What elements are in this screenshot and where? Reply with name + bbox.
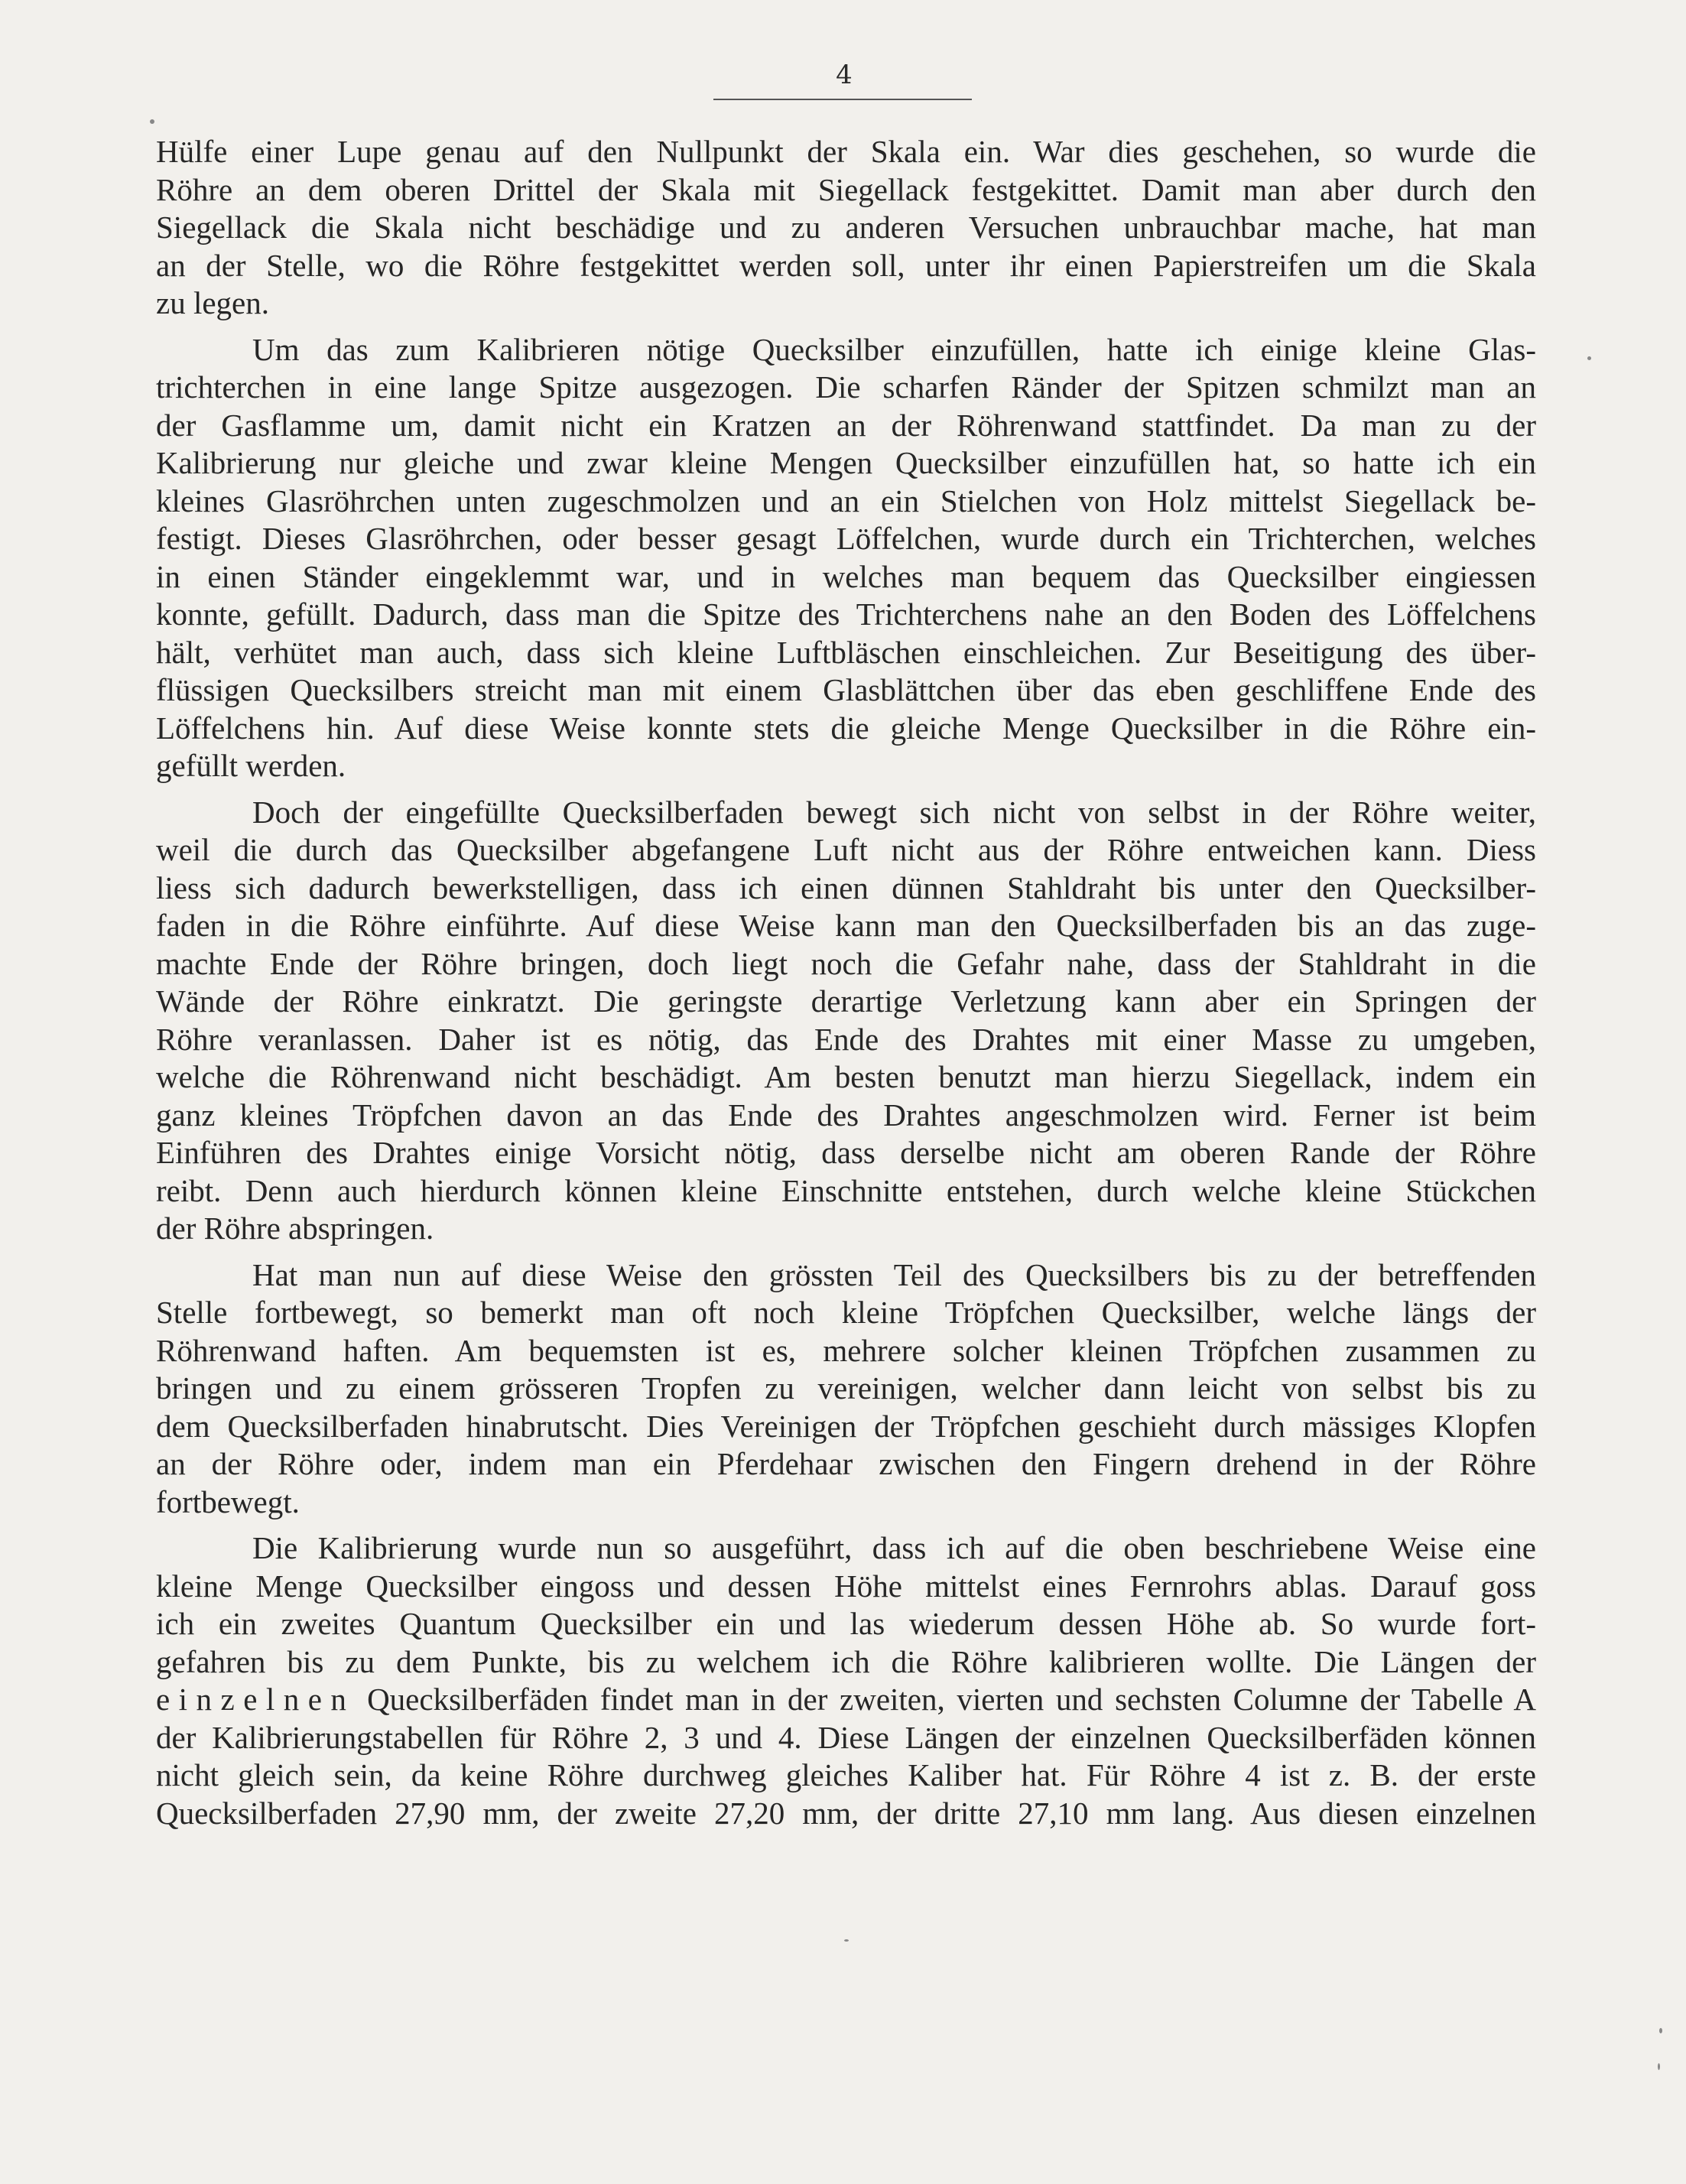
text-line: festigt. Dieses Glasröhrchen, oder besser gesagt Löffelchen, wurde durch ein Trichterchen, welches bbox=[156, 521, 1536, 556]
text-line-rest: Quecksilberfäden findet man in der zweiten, vierten und sechsten Columne der Tabelle A bbox=[355, 1682, 1536, 1717]
text-line: bringen und zu einem grösseren Tropfen zu vereinigen, welcher dann leicht von selbst bis zu bbox=[156, 1370, 1536, 1406]
text-line: Hülfe einer Lupe genau auf den Nullpunkt der Skala ein. War dies geschehen, so wurde die bbox=[156, 134, 1536, 169]
text-line: gefahren bis zu dem Punkte, bis zu welchem ich die Röhre kalibrieren wollte. Die Längen der bbox=[156, 1643, 1536, 1679]
text-line: Kalibrierung nur gleiche und zwar kleine Mengen Quecksilber einzufüllen hat, so hatte ich ein bbox=[156, 445, 1536, 480]
text-line: zu legen. bbox=[156, 285, 269, 320]
text-line: fortbewegt. bbox=[156, 1484, 300, 1519]
text-line: Siegellack die Skala nicht beschädige und zu anderen Versuchen unbrauchbar mache, hat man bbox=[156, 210, 1536, 245]
text-line: konnte, gefüllt. Dadurch, dass man die Spitze des Trichterchens nahe an den Boden des Löffelchens bbox=[156, 596, 1536, 632]
text-line: flüssigen Quecksilbers streicht man mit einem Glasblättchen über das eben geschliffene Ende des bbox=[156, 672, 1536, 707]
paragraph-3 bbox=[156, 794, 1536, 1248]
text-line: Einführen des Drahtes einige Vorsicht nötig, dass derselbe nicht am oberen Rande der Röhre bbox=[156, 1135, 1536, 1170]
text-line: der Röhre abspringen. bbox=[156, 1211, 434, 1246]
text-line: Röhre an dem oberen Drittel der Skala mit Siegellack festgekittet. Damit man aber durch den bbox=[156, 171, 1536, 207]
paragraph-5 bbox=[156, 1529, 1536, 1832]
text-line: ganz kleines Tröpfchen davon an das Ende des Drahtes angeschmolzen wird. Ferner ist beim bbox=[156, 1097, 1536, 1133]
paragraph-1 bbox=[156, 133, 1536, 323]
text-line: Stelle fortbewegt, so bemerkt man oft noch kleine Tröpfchen Quecksilber, welche längs der bbox=[156, 1295, 1536, 1330]
scan-speck bbox=[844, 1939, 849, 1942]
text-line: trichterchen in eine lange Spitze ausgezogen. Die scharfen Ränder der Spitzen schmilzt man an bbox=[156, 369, 1536, 405]
text-line: reibt. Denn auch hierdurch können kleine Einschnitte entstehen, durch welche kleine Stückchen bbox=[156, 1172, 1536, 1208]
text-line: nicht gleich sein, da keine Röhre durchweg gleiches Kaliber hat. Für Röhre 4 ist z. B. der erste bbox=[156, 1757, 1536, 1792]
scan-speck bbox=[1659, 2028, 1662, 2033]
text-line: ich ein zweites Quantum Quecksilber ein und las wiederum dessen Höhe ab. So wurde fort- bbox=[156, 1606, 1536, 1641]
text-line: hält, verhütet man auch, dass sich kleine Luftbläschen einschleichen. Zur Beseitigung des über- bbox=[156, 634, 1536, 670]
text-line: faden in die Röhre einführte. Auf diese Weise kann man den Quecksilberfaden bis an das zuge- bbox=[156, 908, 1536, 943]
text-line: dem Quecksilberfaden hinabrutscht. Dies Vereinigen der Tröpfchen geschieht durch mässiges Klopfen bbox=[156, 1408, 1536, 1444]
text-line: an der Röhre oder, indem man ein Pferdehaar zwischen den Fingern drehend in der Röhre bbox=[156, 1446, 1536, 1481]
text-line: weil die durch das Quecksilber abgefangene Luft nicht aus der Röhre entweichen kann. Diess bbox=[156, 832, 1536, 867]
body-text bbox=[156, 133, 1536, 1841]
text-line: Um das zum Kalibrieren nötige Quecksilber einzufüllen, hatte ich einige kleine Glas- bbox=[252, 331, 1536, 367]
text-line: Röhrenwand haften. Am bequemsten ist es, mehrere solcher kleinen Tröpfchen zusammen zu bbox=[156, 1332, 1536, 1368]
text-line: kleine Menge Quecksilber eingoss und dessen Höhe mittelst eines Fernrohrs ablas. Darauf goss bbox=[156, 1568, 1536, 1604]
paragraph-4 bbox=[156, 1256, 1536, 1522]
page-number: 4 bbox=[836, 60, 853, 90]
text-line: welche die Röhrenwand nicht beschädigt. Am besten benutzt man hierzu Siegellack, indem ein bbox=[156, 1059, 1536, 1094]
text-line: Doch der eingefüllte Quecksilberfaden bewegt sich nicht von selbst in der Röhre weiter, bbox=[252, 794, 1536, 830]
scan-speck bbox=[150, 119, 154, 124]
text-line-spaced bbox=[156, 1681, 1536, 1719]
text-line: Wände der Röhre einkratzt. Die geringste derartige Verletzung kann aber ein Springen der bbox=[156, 983, 1536, 1019]
text-line: Hat man nun auf diese Weise den grössten Teil des Quecksilbers bis zu der betreffenden bbox=[252, 1256, 1536, 1292]
text-line: in einen Ständer eingeklemmt war, und in welches man bequem das Quecksilber eingiessen bbox=[156, 558, 1536, 594]
paragraph-2 bbox=[156, 331, 1536, 785]
text-line: Röhre veranlassen. Daher ist es nötig, das Ende des Drahtes mit einer Masse zu umgeben, bbox=[156, 1021, 1536, 1057]
text-line: Die Kalibrierung wurde nun so ausgeführt, dass ich auf die oben beschriebene Weise eine bbox=[252, 1530, 1536, 1565]
scan-speck bbox=[1587, 356, 1591, 360]
text-line: liess sich dadurch bewerkstelligen, dass ich einen dünnen Stahldraht bis unter den Quecksilber- bbox=[156, 869, 1536, 905]
text-line: Quecksilberfaden 27,90 mm, der zweite 27,20 mm, der dritte 27,10 mm lang. Aus diesen einzelnen bbox=[156, 1795, 1536, 1831]
text-line: der Gasflamme um, damit nicht ein Kratzen an der Röhrenwand stattfindet. Da man zu der bbox=[156, 407, 1536, 443]
text-line: machte Ende der Röhre bringen, doch liegt noch die Gefahr nahe, dass der Stahldraht in die bbox=[156, 945, 1536, 981]
spaced-emphasis: einzelnen bbox=[156, 1682, 356, 1717]
text-line: an der Stelle, wo die Röhre festgekittet werden soll, unter ihr einen Papierstreifen um die Skala bbox=[156, 247, 1536, 283]
text-line: kleines Glasröhrchen unten zugeschmolzen und an ein Stielchen von Holz mittelst Siegellack be- bbox=[156, 483, 1536, 518]
text-line: der Kalibrierungstabellen für Röhre 2, 3 und 4. Diese Längen der einzelnen Quecksilberfäden können bbox=[156, 1719, 1536, 1755]
text-line: Löffelchens hin. Auf diese Weise konnte stets die gleiche Menge Quecksilber in die Röhre ein- bbox=[156, 710, 1536, 746]
header-rule bbox=[713, 99, 972, 100]
text-line: gefüllt werden. bbox=[156, 748, 346, 783]
scan-speck bbox=[1658, 2063, 1660, 2070]
